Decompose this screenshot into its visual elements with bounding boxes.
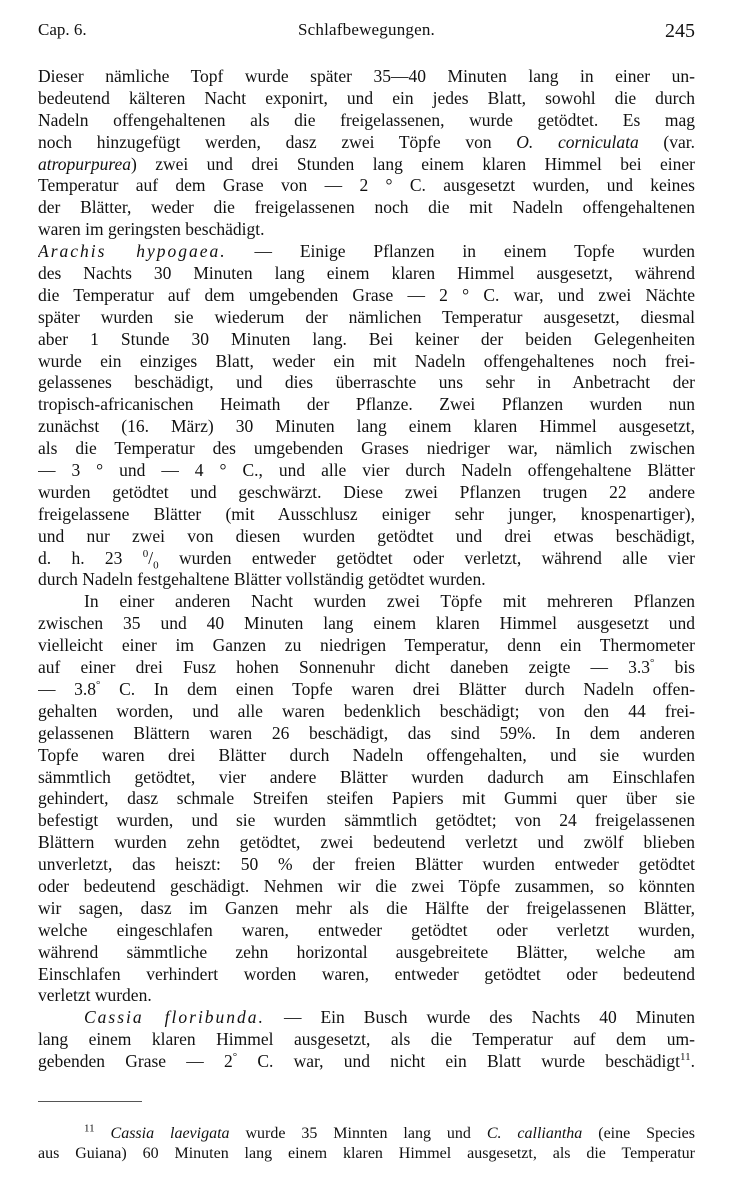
footnote-line: [38, 1124, 695, 1144]
text-line: welche eingeschlafen waren, entweder getödtet oder verletzt wurden,: [38, 919, 695, 940]
text-line: wurde ein einziges Blatt, weder ein mit Nadeln offengehaltenes noch frei-: [38, 350, 695, 371]
text-line: [38, 854, 695, 876]
text-segment: d. h. 23: [38, 547, 123, 568]
text-line: als die Temperatur des umgebenden Grases niedriger war, nämlich zwischen: [38, 438, 695, 459]
text-line: [38, 1051, 695, 1073]
running-header: [38, 18, 695, 48]
text-segment: unverletzt, das heiszt: 50: [38, 854, 259, 875]
text-segment: . In dem anderen: [531, 722, 695, 743]
text-line: gehindert, dasz schmale Streifen steifen Papiers mit Gummi quer über sie: [38, 788, 695, 809]
text-line: Topfe waren drei Blätter durch Nadeln offengehalten, und sie wurden: [38, 744, 695, 765]
text-line: [38, 679, 695, 701]
text-segment: — Ein Busch wurde des Nachts 40 Minuten: [283, 1007, 695, 1028]
text-segment: — 3.8: [38, 678, 97, 699]
text-line: durch Nadeln festgehaltene Blätter vollständig getödtet wurden.: [38, 569, 486, 590]
text-line: [38, 657, 695, 679]
text-line: zunächst (16. März) 30 Minuten lang einem klaren Himmel ausgesetzt,: [38, 416, 695, 437]
text-line: sämmtlich getödtet, vier andere Blätter wurden dadurch am Einschlafen: [38, 766, 695, 787]
species-variety: atropurpurea: [38, 153, 132, 174]
subscript: 0: [153, 559, 159, 570]
text-line: Dieser nämliche Topf wurde später 35—40 Minuten lang in einer un-: [38, 66, 695, 86]
text-line: wir sagen, dasz im Ganzen mehr als die Hälfte der freigelassenen Blätter,: [38, 897, 695, 918]
text-line: [38, 723, 695, 745]
text-segment: ): [131, 153, 137, 174]
text-line: verletzt wurden.: [38, 985, 152, 1006]
text-segment: — Einige Pflanzen in einem Topfe wurden: [254, 241, 695, 262]
species-name: O. corniculata: [516, 131, 639, 152]
text-line: waren im geringsten beschädigt.: [38, 219, 265, 240]
text-line: oder bedeutend geschädigt. Nehmen wir die zwei Töpfe zusammen, so könnten: [38, 875, 695, 896]
text-line: und nur zwei von diesen wurden getödtet und drei etwas beschädigt,: [38, 525, 695, 546]
text-segment: .: [690, 1051, 695, 1072]
footnote-ref[interactable]: 11: [680, 1051, 691, 1064]
text-line: — 3 ° und — 4 ° C., und alle vier durch Nadeln offengehaltene Blätter: [38, 460, 695, 481]
species-heading: Arachis hypogaea.: [38, 241, 227, 262]
percent-sign: %: [517, 722, 532, 743]
text-line: gelassenes beschädigt, und dies überraschte uns sehr in Anbetracht der: [38, 372, 695, 393]
degree-sign: °: [232, 1051, 238, 1064]
text-segment: wurden entweder getödtet oder verletzt, während alle vier: [179, 547, 695, 568]
text-line: der Blätter, weder die freigelassenen noch die mit Nadeln offengehaltenen: [38, 197, 695, 218]
text-line: Temperatur auf dem Grase von — 2 ° C. ausgesetzt wurden, und keines: [38, 175, 695, 196]
text-line: vielleicht einer im Ganzen zu niedrigen Temperatur, denn ein Thermometer: [38, 635, 695, 656]
text-line: befestigt wurden, und sie wurden sämmtlich getödtet; von 24 freigelassenen: [38, 810, 695, 831]
footnote-number: 11: [84, 1124, 95, 1135]
text-line: [38, 132, 695, 154]
text-segment: (eine Species: [598, 1125, 695, 1142]
species-name: C. calliantha: [486, 1125, 583, 1142]
text-line: [38, 154, 695, 176]
text-line: Blättern wurden zehn getödtet, zwei bedeutend verletzt und zwölf blieben: [38, 832, 695, 853]
text-line: Einschlafen verhindert worden waren, entweder getödtet oder bedeutend: [38, 963, 695, 984]
species-name: Cassia laevigata: [110, 1125, 230, 1142]
text-line: [38, 241, 695, 263]
text-segment: auf einer drei Fusz hohen Sonnenuhr dicht daneben zeigte — 3.3: [38, 657, 651, 678]
footnote-line: aus Guiana) 60 Minuten lang einem klaren Himmel ausgesetzt, als die Temperatur: [38, 1145, 695, 1162]
footnote-divider: [38, 1101, 142, 1102]
running-title: Schlafbewegungen.: [298, 20, 435, 39]
text-line: [38, 1007, 695, 1029]
text-segment: (var.: [663, 131, 695, 152]
text-segment: gebenden Grase — 2: [38, 1051, 233, 1072]
text-line: Nadeln offengehaltenen als die freigelassenen, wurde getödtet. Es mag: [38, 109, 695, 130]
text-line: während sämmtliche zehn horizontal ausgebreitete Blätter, welche am: [38, 941, 695, 962]
text-line: die Temperatur auf dem umgebenden Grase — 2 ° C. war, und zwei Nächte: [38, 284, 695, 305]
text-line: gehalten worden, und alle waren bedenklich beschädigt; von den 44 frei-: [38, 700, 695, 721]
species-heading: Cassia floribunda.: [84, 1007, 265, 1028]
text-line: wurden getödtet und geschwärzt. Diese zwei Pflanzen trugen 22 andere: [38, 481, 695, 502]
text-line: d. h. 23 $^0/_0$ wurden entweder getödtet oder verletzt, während alle vier: [38, 547, 695, 570]
text-line: lang einem klaren Himmel ausgesetzt, als die Temperatur auf dem um-: [38, 1029, 695, 1050]
text-line: zwischen 35 und 40 Minuten lang einem klaren Himmel ausgesetzt und: [38, 613, 695, 634]
percent-sign: %: [277, 854, 293, 875]
text-segment: zwei und drei Stunden lang einem klaren Himmel bei einer: [155, 153, 695, 174]
chapter-label: Cap. 6.: [38, 20, 87, 39]
text-line: aber 1 Stunde 30 Minuten lang. Bei keiner der beiden Gelegenheiten: [38, 328, 695, 349]
degree-sign: °: [96, 679, 101, 692]
footnotes: [38, 1124, 695, 1164]
text-line: tropisch-africanischen Heimath der Pflanze. Zwei Pflanzen wurden nun: [38, 394, 695, 415]
text-segment: noch hinzugefügt werden, dasz zwei Töpfe von: [38, 131, 492, 152]
text-segment: gelassenen Blättern waren 26 beschädigt, das sind 59: [38, 722, 518, 743]
text-segment: wurde 35 Minnten lang und: [245, 1125, 471, 1142]
text-line: freigelassene Blätter (mit Ausschlusz einiger sehr junger, knospenartiger),: [38, 503, 695, 524]
superscript: 0: [142, 547, 149, 560]
text-line: bedeutend kälteren Nacht exponirt, und ein jedes Blatt, sowohl die durch: [38, 87, 695, 108]
text-line: des Nachts 30 Minuten lang einem klaren Himmel ausgesetzt, während: [38, 263, 695, 284]
text-line: In einer anderen Nacht wurden zwei Töpfe mit mehreren Pflanzen: [84, 591, 695, 612]
text-line: später wurden sie wiederum der nämlichen Temperatur ausgesetzt, diesmal: [38, 306, 695, 327]
text-segment: C. war, und nicht ein Blatt wurde beschädigt: [257, 1051, 681, 1072]
text-segment: C. In dem einen Topfe waren drei Blätter durch Nadeln offen-: [119, 678, 695, 699]
text-segment: bis: [674, 657, 695, 678]
degree-sign: °: [650, 657, 655, 670]
main-text: [38, 66, 695, 1073]
page-number: 245: [665, 20, 695, 42]
text-segment: der freien Blätter wurden entweder getödtet: [312, 854, 695, 875]
